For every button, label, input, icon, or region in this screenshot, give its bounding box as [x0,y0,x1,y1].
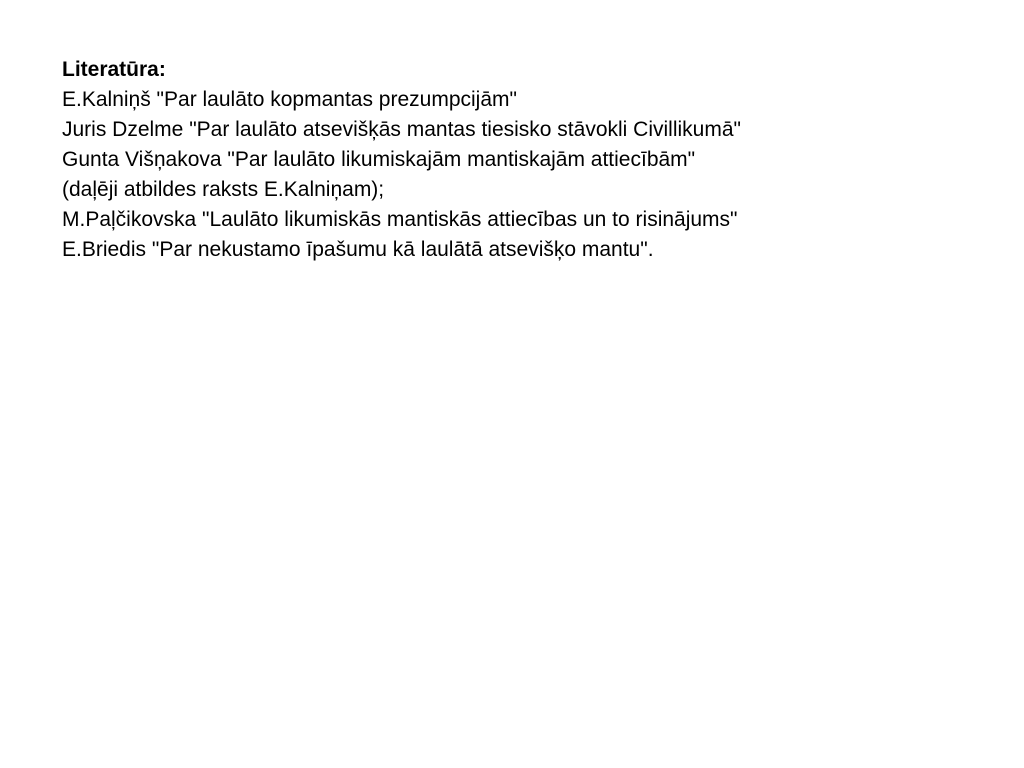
literature-item: E.Kalniņš "Par laulāto kopmantas prezumpcijām" [62,88,517,111]
literature-heading: Literatūra: [62,58,166,81]
literature-item: E.Briedis "Par nekustamo īpašumu kā laulātā atsevišķo mantu". [62,238,654,261]
literature-item: Gunta Višņakova "Par laulāto likumiskajām mantiskajām attiecībām" [62,148,696,171]
literature-list [62,55,1002,265]
literature-item: M.Paļčikovska "Laulāto likumiskās mantiskās attiecības un to risinājums" [62,208,738,231]
literature-item-continuation: (daļēji atbildes raksts E.Kalniņam); [62,178,385,201]
literature-item: Juris Dzelme "Par laulāto atsevišķās mantas tiesisko stāvokli Civillikumā" [62,118,741,141]
